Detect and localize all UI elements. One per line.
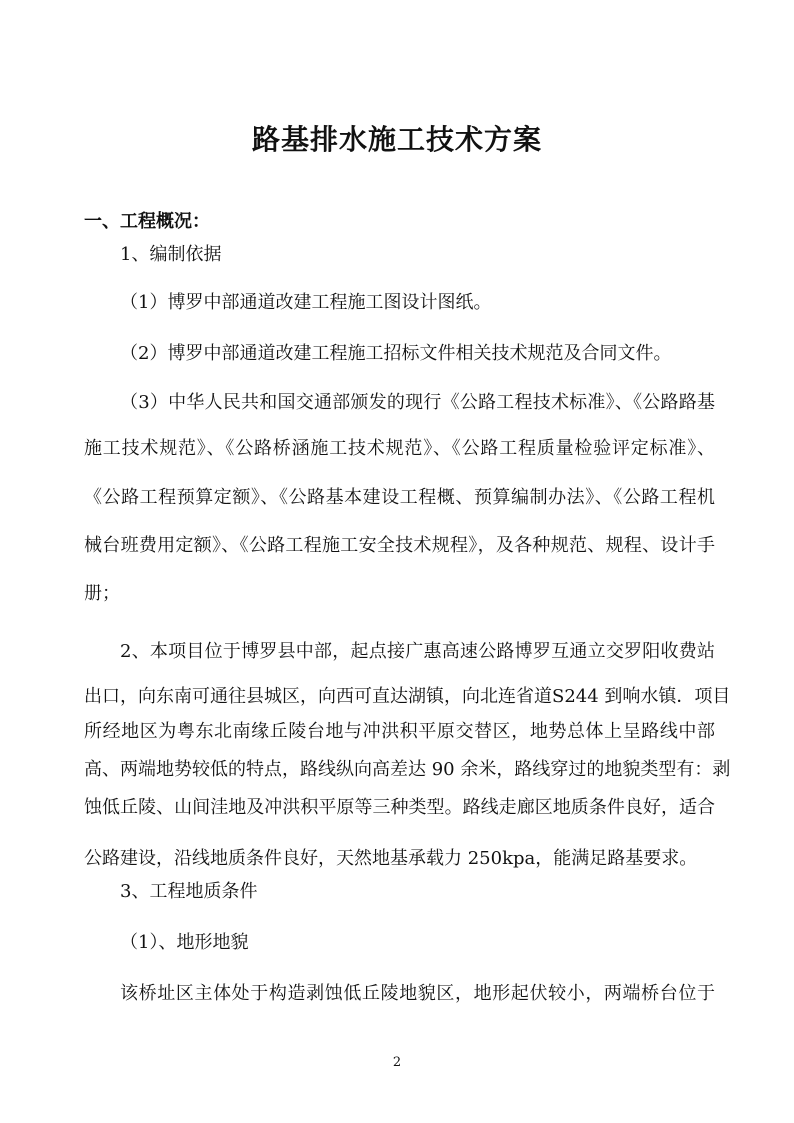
paragraph-line: 2、本项目位于博罗县中部，起点接广惠高速公路博罗互通立交罗阳收费站 <box>120 641 715 662</box>
paragraph-line: （3）中华人民共和国交通部颁发的现行《公路工程技术标准》、《公路路基 <box>120 392 715 413</box>
paragraph-line: 公路建设，沿线地质条件良好，天然地基承载力 250kpa，能满足路基要求。 <box>84 848 698 869</box>
paragraph-line: 出口，向东南可通往县城区，向西可直达湖镇，向北连省道S244 到响水镇．项目 <box>84 686 731 707</box>
section-heading: 一、工程概况： <box>84 211 210 232</box>
paragraph-line: 施工技术规范》、《公路桥涵施工技术规范》、《公路工程质量检验评定标准》、 <box>84 438 715 459</box>
paragraph-line: 蚀低丘陵、山间洼地及冲洪积平原等三种类型。路线走廊区地质条件良好，适合 <box>84 797 715 818</box>
subsection-heading: 3、工程地质条件 <box>120 881 258 902</box>
paragraph-line: 该桥址区主体处于构造剥蚀低丘陵地貌区，地形起伏较小，两端桥台位于 <box>120 983 715 1004</box>
paragraph-line: 所经地区为粤东北南缘丘陵台地与冲洪积平原交替区，地势总体上呈路线中部 <box>84 721 715 742</box>
subsection-heading: （1）、地形地貌 <box>120 932 249 953</box>
paragraph-line: （2）博罗中部通道改建工程施工招标文件相关技术规范及合同文件。 <box>120 343 672 364</box>
paragraph-line: （1）博罗中部通道改建工程施工图设计图纸。 <box>120 292 492 313</box>
paragraph-line: 械台班费用定额》、《公路工程施工安全技术规程》，及各种规范、规程、设计手 <box>84 535 715 556</box>
page-number: 2 <box>392 1055 402 1070</box>
paragraph-line: 高、两端地势较低的特点，路线纵向高差达 90 余米，路线穿过的地貌类型有：剥 <box>84 759 731 780</box>
paragraph-line: 册； <box>84 583 120 604</box>
paragraph-line: 《公路工程预算定额》、《公路基本建设工程概、预算编制办法》、《公路工程机 <box>84 487 715 508</box>
document-title: 路基排水施工技术方案 <box>251 123 542 156</box>
subsection-heading: 1、编制依据 <box>120 244 222 265</box>
